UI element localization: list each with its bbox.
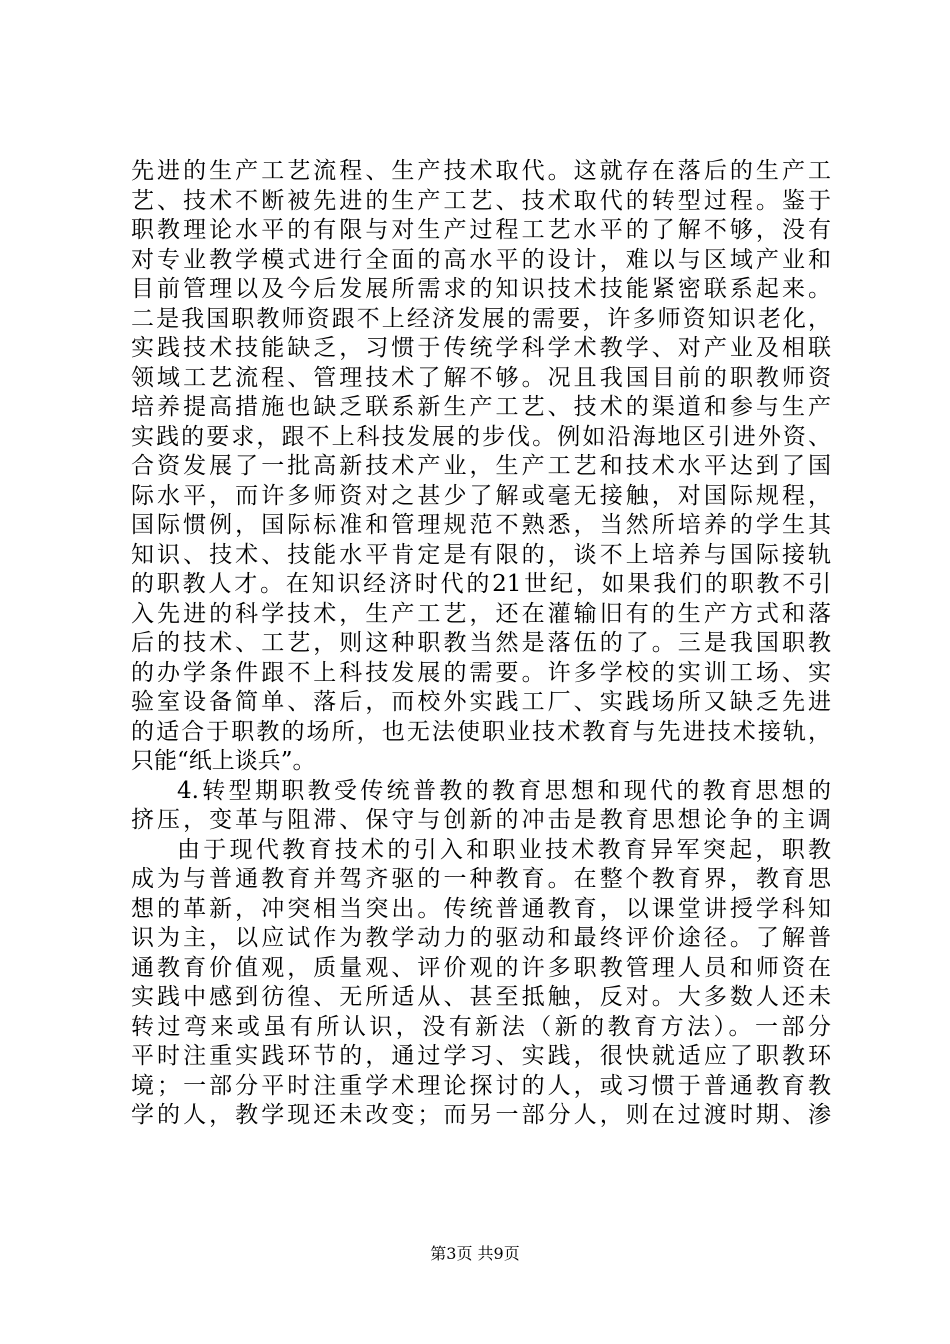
- body-line: 挤压，变革与阻滞、保守与创新的冲击是教育思想论争的主调: [131, 807, 831, 833]
- body-line: 际水平，而许多师资对之甚少了解或毫无接触，对国际规程，: [131, 482, 831, 509]
- body-line: 想的革新，冲突相当突出。传统普通教育，以课堂讲授学科知: [131, 895, 831, 922]
- body-line: 培养提高措施也缺乏联系新生产工艺、技术的渠道和参与生产: [131, 394, 831, 420]
- body-line: 转过弯来或虽有所认识，没有新法（新的教育方法）。一部分: [131, 1013, 831, 1040]
- body-line: 识为主，以应试作为教学动力的驱动和最终评价途径。了解普: [131, 925, 831, 951]
- body-line: 二是我国职教师资跟不上经济发展的需要，许多师资知识老化，: [131, 305, 831, 332]
- body-line: 的办学条件跟不上科技发展的需要。许多学校的实训工场、实: [131, 659, 831, 686]
- page-footer: 第3页 共9页: [430, 1244, 520, 1263]
- body-line: 职教理论水平的有限与对生产过程工艺水平的了解不够，没有: [131, 217, 831, 243]
- body-line: 的职教人才。在知识经济时代的21世纪，如果我们的职教不引: [131, 571, 831, 597]
- body-line: 成为与普通教育并驾齐驱的一种教育。在整个教育界，教育思: [131, 866, 831, 892]
- body-line: 通教育价值观，质量观、评价观的许多职教管理人员和师资在: [131, 954, 831, 981]
- body-line: 合资发展了一批高新技术产业，生产工艺和技术水平达到了国: [131, 453, 831, 479]
- body-line: 的适合于职教的场所，也无法使职业技术教育与先进技术接轨，: [131, 718, 831, 745]
- body-line: 后的技术、工艺，则这种职教当然是落伍的了。三是我国职教: [131, 630, 831, 656]
- body-line: 学的人，教学现还未改变；而另一部分人，则在过渡时期、渗: [131, 1102, 831, 1128]
- body-line: 知识、技术、技能水平肯定是有限的，谈不上培养与国际接轨: [131, 541, 831, 568]
- body-line: 入先进的科学技术，生产工艺，还在灌输旧有的生产方式和落: [131, 600, 831, 627]
- body-line: 实践的要求，跟不上科技发展的步伐。例如沿海地区引进外资、: [131, 423, 831, 450]
- body-line: 平时注重实践环节的，通过学习、实践，很快就适应了职教环: [131, 1043, 831, 1069]
- body-line: 领域工艺流程、管理技术了解不够。况且我国目前的职教师资: [131, 364, 831, 391]
- body-line: 艺、技术不断被先进的生产工艺、技术取代的转型过程。鉴于: [131, 187, 831, 214]
- body-line: 先进的生产工艺流程、生产技术取代。这就存在落后的生产工: [131, 158, 831, 184]
- body-line: 国际惯例，国际标准和管理规范不熟悉，当然所培养的学生其: [131, 512, 831, 538]
- body-line: 只能“纸上谈兵”。: [131, 748, 316, 774]
- body-text: [131, 157, 831, 1131]
- body-line: 4.转型期职教受传统普教的教育思想和现代的教育思想的: [177, 777, 831, 804]
- body-line: 实践技术技能缺乏，习惯于传统学科学术教学、对产业及相联: [131, 335, 831, 361]
- body-line: 由于现代教育技术的引入和职业技术教育异军突起，职教: [177, 836, 831, 863]
- body-line: 实践中感到彷徨、无所适从、甚至抵触，反对。大多数人还未: [131, 984, 831, 1010]
- body-line: 对专业教学模式进行全面的高水平的设计，难以与区域产业和: [131, 246, 831, 273]
- body-line: 目前管理以及今后发展所需求的知识技术技能紧密联系起来。: [131, 276, 831, 302]
- body-line: 验室设备简单、落后，而校外实践工厂、实践场所又缺乏先进: [131, 689, 831, 715]
- body-line: 境；一部分平时注重学术理论探讨的人，或习惯于普通教育教: [131, 1072, 831, 1099]
